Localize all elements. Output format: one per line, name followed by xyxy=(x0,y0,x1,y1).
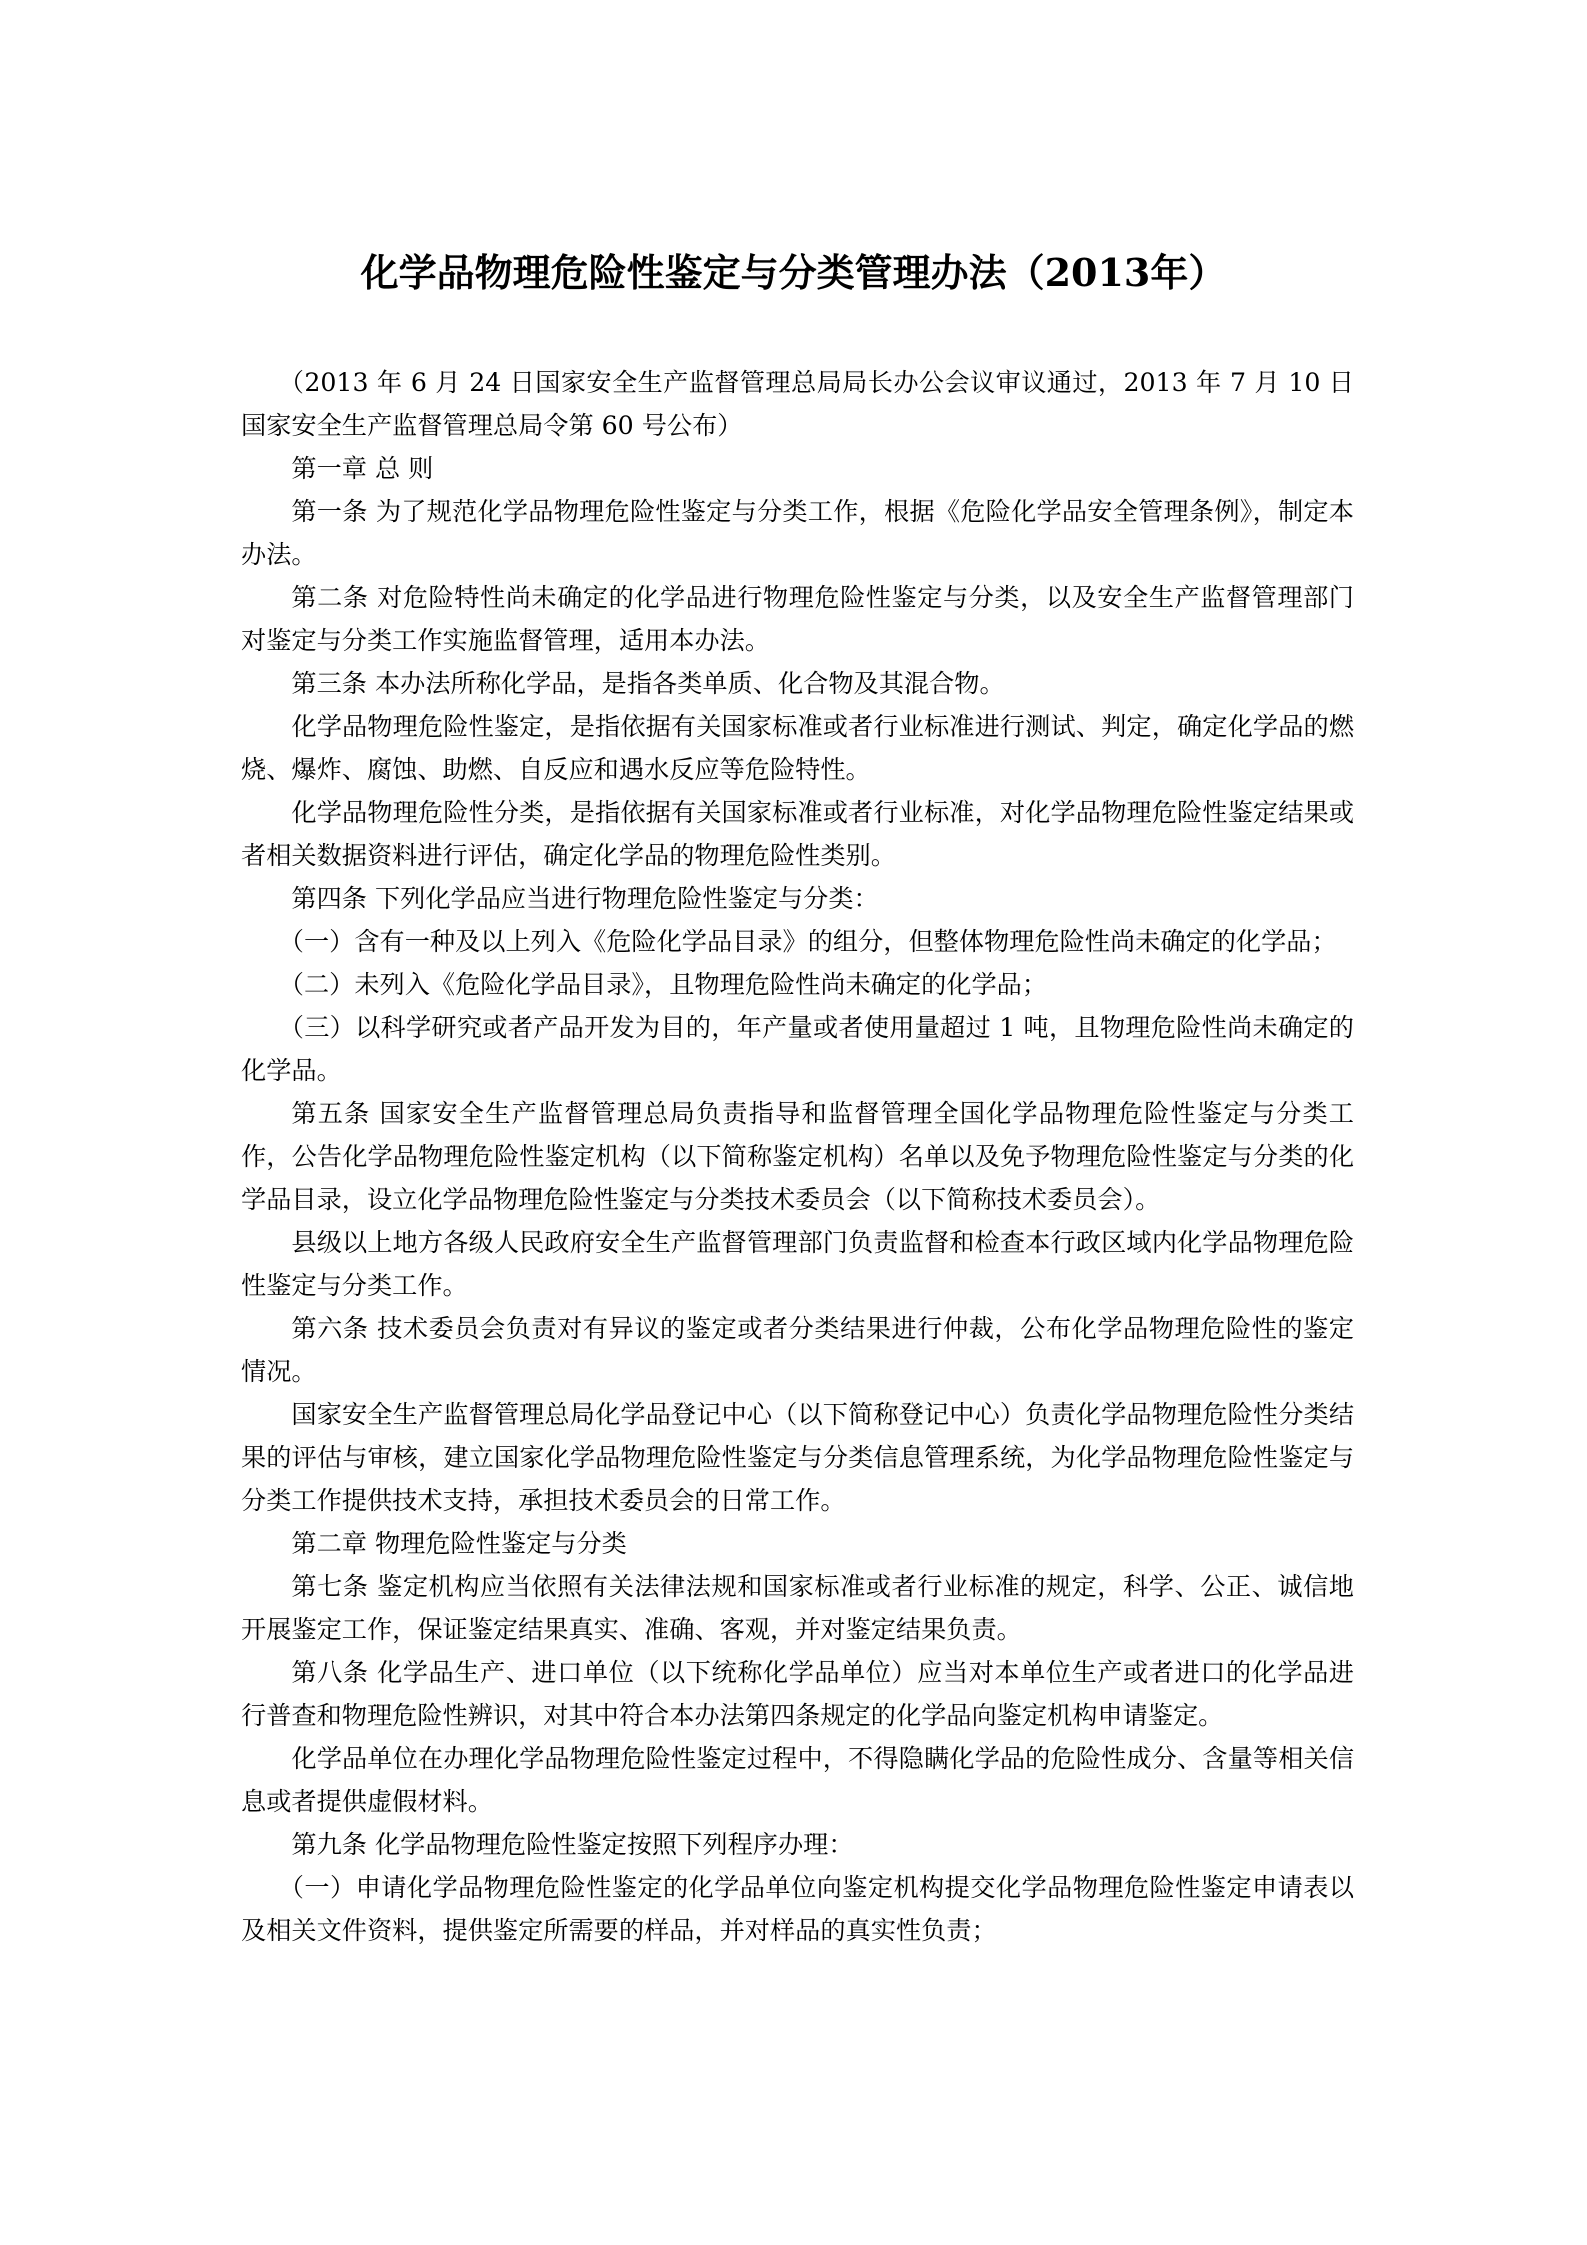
document-body xyxy=(241,361,1354,1952)
article-paragraph: 第九条 化学品物理危险性鉴定按照下列程序办理： xyxy=(291,1830,854,1859)
article-paragraph: 第七条 鉴定机构应当依照有关法律法规和国家标准或者行业标准的规定，科学、公正、诚信地开展鉴定工作，保证鉴定结果真实、准确、客观，并对鉴定结果负责。 xyxy=(241,1572,1354,1644)
article-paragraph: 第一条 为了规范化学品物理危险性鉴定与分类工作，根据《危险化学品安全管理条例》，制定本办法。 xyxy=(241,497,1354,569)
article-paragraph: 第六条 技术委员会负责对有异议的鉴定或者分类结果进行仲裁，公布化学品物理危险性的鉴定情况。 xyxy=(241,1314,1354,1386)
chapter-heading: 第一章 总 则 xyxy=(291,454,434,483)
chapter-heading: 第二章 物理危险性鉴定与分类 xyxy=(291,1529,627,1558)
document-title: 化学品物理危险性鉴定与分类管理办法（2013年） xyxy=(360,250,1227,295)
list-item: （二）未列入《危险化学品目录》，且物理危险性尚未确定的化学品； xyxy=(278,970,1048,999)
body-paragraph: 化学品物理危险性鉴定，是指依据有关国家标准或者行业标准进行测试、判定，确定化学品的燃烧、爆炸、腐蚀、助燃、自反应和遇水反应等危险特性。 xyxy=(241,712,1354,784)
article-paragraph: 第三条 本办法所称化学品，是指各类单质、化合物及其混合物。 xyxy=(291,669,1005,698)
list-item: （一）申请化学品物理危险性鉴定的化学品单位向鉴定机构提交化学品物理危险性鉴定申请表以及相关文件资料，提供鉴定所需要的样品，并对样品的真实性负责； xyxy=(241,1873,1354,1945)
list-item: （三）以科学研究或者产品开发为目的，年产量或者使用量超过 1 吨，且物理危险性尚未确定的化学品。 xyxy=(241,1013,1354,1085)
body-paragraph: 国家安全生产监督管理总局化学品登记中心（以下简称登记中心）负责化学品物理危险性分类结果的评估与审核，建立国家化学品物理危险性鉴定与分类信息管理系统，为化学品物理危险性鉴定与分类工作提供技术支持，承担技术委员会的日常工作。 xyxy=(241,1400,1354,1515)
body-paragraph: 化学品单位在办理化学品物理危险性鉴定过程中，不得隐瞒化学品的危险性成分、含量等相关信息或者提供虚假材料。 xyxy=(241,1744,1354,1816)
article-paragraph: 第四条 下列化学品应当进行物理危险性鉴定与分类： xyxy=(291,884,879,913)
article-paragraph: 第二条 对危险特性尚未确定的化学品进行物理危险性鉴定与分类，以及安全生产监督管理部门对鉴定与分类工作实施监督管理，适用本办法。 xyxy=(241,583,1354,655)
body-paragraph: 县级以上地方各级人民政府安全生产监督管理部门负责监督和检查本行政区域内化学品物理危险性鉴定与分类工作。 xyxy=(241,1228,1354,1300)
adoption-note: （2013 年 6 月 24 日国家安全生产监督管理总局局长办公会议审议通过，2013 年 7 月 10 日国家安全生产监督管理总局令第 60 号公布） xyxy=(241,368,1354,440)
article-paragraph: 第八条 化学品生产、进口单位（以下统称化学品单位）应当对本单位生产或者进口的化学品进行普查和物理危险性辨识，对其中符合本办法第四条规定的化学品向鉴定机构申请鉴定。 xyxy=(241,1658,1354,1730)
article-paragraph: 第五条 国家安全生产监督管理总局负责指导和监督管理全国化学品物理危险性鉴定与分类工作，公告化学品物理危险性鉴定机构（以下简称鉴定机构）名单以及免予物理危险性鉴定与分类的化学品目录，设立化学品物理危险性鉴定与分类技术委员会（以下简称技术委员会）。 xyxy=(241,1099,1354,1214)
body-paragraph: 化学品物理危险性分类，是指依据有关国家标准或者行业标准，对化学品物理危险性鉴定结果或者相关数据资料进行评估，确定化学品的物理危险性类别。 xyxy=(241,798,1354,870)
list-item: （一）含有一种及以上列入《危险化学品目录》的组分，但整体物理危险性尚未确定的化学品； xyxy=(278,927,1337,956)
